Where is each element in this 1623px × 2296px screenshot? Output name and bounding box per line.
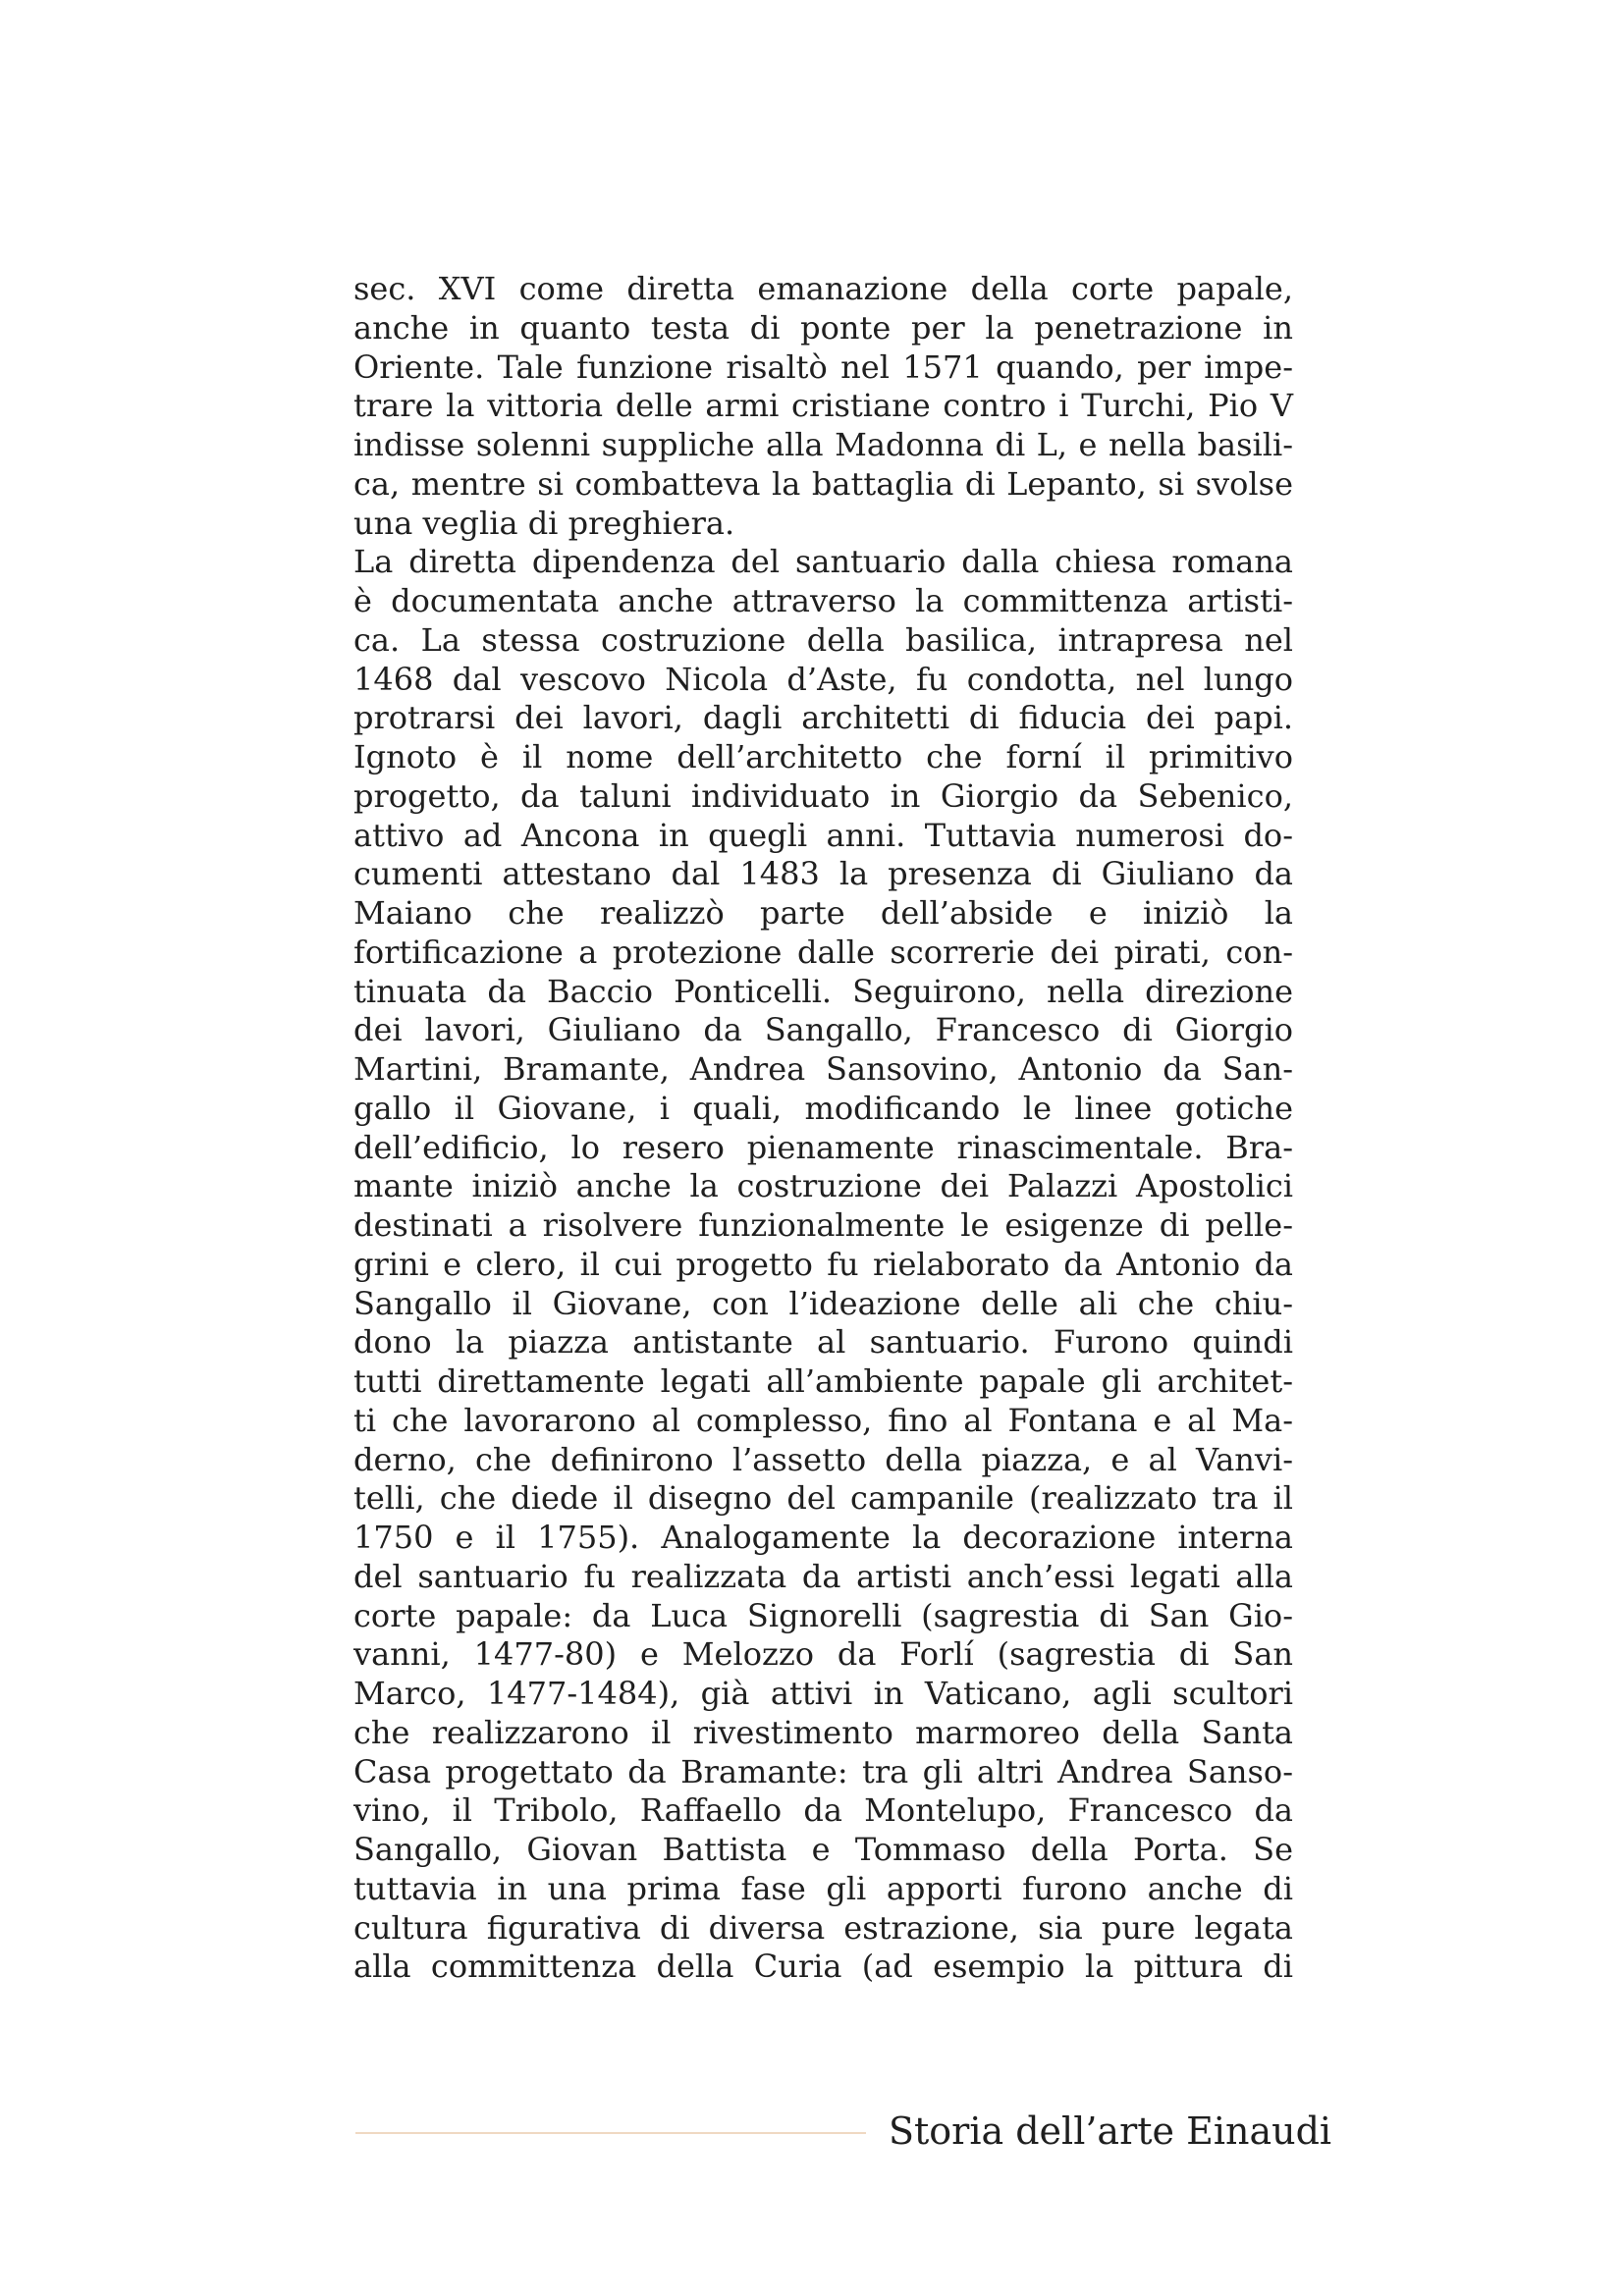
text-line: 1468 dal vescovo Nicola d’Aste, fu condotta, nel lungo	[353, 660, 1293, 698]
text-line: mante iniziò anche la costruzione dei Palazzi Apostolici	[353, 1167, 1293, 1205]
text-line: grini e clero, il cui progetto fu rielaborato da Antonio da	[353, 1245, 1293, 1283]
body-text	[353, 270, 1293, 1987]
text-line: destinati a risolvere funzionalmente le esigenze di pelle-	[353, 1206, 1293, 1244]
text-line: Oriente. Tale funzione risaltò nel 1571 quando, per impe-	[353, 347, 1293, 386]
text-line: tutti direttamente legati all’ambiente papale gli architet-	[353, 1362, 1293, 1400]
text-line: vanni, 1477-80) e Melozzo da Forlí (sagrestia di San	[353, 1635, 1293, 1674]
text-line: ti che lavorarono al complesso, fino al Fontana e al Ma-	[353, 1401, 1293, 1439]
text-line: sec. XVI come diretta emanazione della corte papale,	[353, 270, 1293, 307]
text-line: Maiano che realizzò parte dell’abside e iniziò la	[353, 894, 1293, 932]
text-line: del santuario fu realizzata da artisti anch’essi legati alla	[353, 1557, 1293, 1595]
text-line: è documentata anche attraverso la committenza artisti-	[353, 582, 1293, 619]
text-line: La diretta dipendenza del santuario dalla chiesa romana	[353, 543, 1293, 581]
text-line: che realizzarono il rivestimento marmoreo della Santa	[353, 1713, 1293, 1751]
text-line: fortificazione a protezione dalle scorrerie dei pirati, con-	[353, 933, 1293, 971]
text-line: tinuata da Baccio Ponticelli. Seguirono, nella direzione	[353, 972, 1293, 1010]
text-line: corte papale: da Luca Signorelli (sagrestia di San Gio-	[353, 1596, 1293, 1634]
text-line: Sangallo, Giovan Battista e Tommaso della Porta. Se	[353, 1831, 1293, 1868]
text-line: alla committenza della Curia (ad esempio la pittura di	[353, 1948, 1293, 1986]
text-line: protrarsi dei lavori, dagli architetti di fiducia dei papi.	[353, 699, 1293, 737]
text-line: Marco, 1477-1484), già attivi in Vaticano, agli scultori	[353, 1675, 1293, 1712]
text-line: cumenti attestano dal 1483 la presenza di Giuliano da	[353, 855, 1293, 893]
text-line: indisse solenni suppliche alla Madonna di L, e nella basili-	[353, 426, 1293, 463]
text-line: ca, mentre si combatteva la battaglia di Lepanto, si svolse	[353, 464, 1293, 503]
text-line: vino, il Tribolo, Raffaello da Montelupo, Francesco da	[353, 1791, 1293, 1830]
text-line: 1750 e il 1755). Analogamente la decorazione interna	[353, 1519, 1293, 1556]
text-line: dei lavori, Giuliano da Sangallo, Francesco di Giorgio	[353, 1011, 1293, 1049]
text-line: Sangallo il Giovane, con l’ideazione delle ali che chiu-	[353, 1284, 1293, 1322]
text-line: derno, che definirono l’assetto della piazza, e al Vanvi-	[353, 1440, 1293, 1478]
text-line: Martini, Bramante, Andrea Sansovino, Antonio da San-	[353, 1050, 1293, 1088]
text-line: cultura figurativa di diversa estrazione, sia pure legata	[353, 1908, 1293, 1947]
text-line: Ignoto è il nome dell’architetto che forní il primitivo	[353, 738, 1293, 775]
text-line: dono la piazza antistante al santuario. Furono quindi	[353, 1323, 1293, 1362]
text-line: ca. La stessa costruzione della basilica, intrapresa nel	[353, 620, 1293, 659]
footer-rule	[355, 2132, 866, 2134]
text-line: trare la vittoria delle armi cristiane contro i Turchi, Pio V	[353, 387, 1293, 425]
text-line: progetto, da taluni individuato in Giorgio da Sebenico,	[353, 776, 1293, 815]
text-line: telli, che diede il disegno del campanile (realizzato tra il	[353, 1479, 1293, 1518]
text-line: tuttavia in una prima fase gli apporti furono anche di	[353, 1869, 1293, 1907]
text-line: gallo il Giovane, i quali, modificando le linee gotiche	[353, 1089, 1293, 1127]
text-line: anche in quanto testa di ponte per la penetrazione in	[353, 308, 1293, 347]
footer-title: Storia dell’arte Einaudi	[889, 2109, 1332, 2153]
text-line: una veglia di preghiera.	[353, 504, 735, 542]
text-line: Casa progettato da Bramante: tra gli altri Andrea Sanso-	[353, 1752, 1293, 1790]
text-line: dell’edificio, lo resero pienamente rinascimentale. Bra-	[353, 1128, 1293, 1166]
text-line: attivo ad Ancona in quegli anni. Tuttavia numerosi do-	[353, 816, 1293, 854]
